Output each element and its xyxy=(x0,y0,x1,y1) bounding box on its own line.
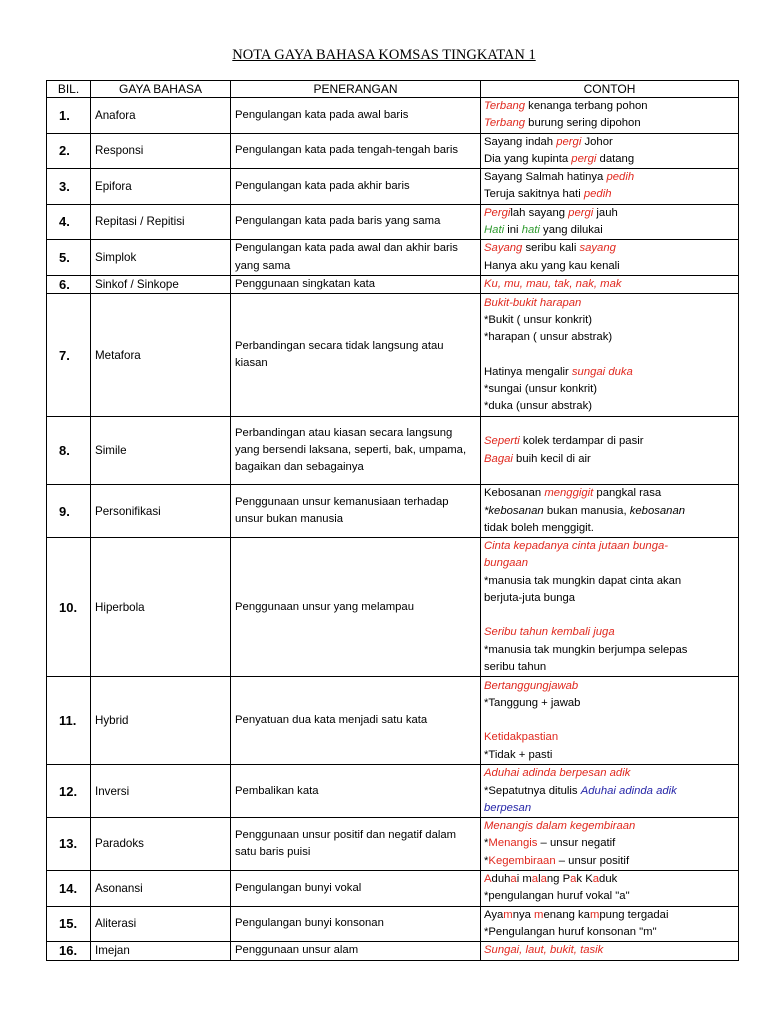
contoh-cell xyxy=(481,871,739,907)
gaya-bahasa-cell: Paradoks xyxy=(91,818,231,871)
contoh-text: *Bukit ( unsur konkrit) xyxy=(484,314,592,327)
highlight-text: Seribu tahun kembali juga xyxy=(484,626,615,639)
row-number: 16. xyxy=(47,942,91,960)
highlight-text: sayang xyxy=(579,242,616,255)
penerangan-cell: Penggunaan unsur alam xyxy=(231,942,481,960)
contoh-text: – unsur positif xyxy=(555,854,630,867)
table-row xyxy=(47,765,739,818)
penerangan-cell: Penggunaan unsur kemanusiaan terhadap unsur bukan manusia xyxy=(231,485,481,538)
contoh-text: k K xyxy=(576,873,593,886)
contoh-cell xyxy=(481,169,739,205)
highlight-text: Ketidakpastian xyxy=(484,731,559,744)
contoh-text: bukan manusia, xyxy=(543,504,630,517)
row-number: 12. xyxy=(47,765,91,818)
contoh-text: *harapan ( unsur abstrak) xyxy=(484,331,613,344)
contoh-text: Hanya aku yang kau kenali xyxy=(484,259,620,272)
contoh-cell xyxy=(481,765,739,818)
highlight-text: pergi xyxy=(568,206,594,219)
contoh-text: *manusia tak mungkin berjumpa selepas xyxy=(484,643,688,656)
table-row xyxy=(47,818,739,871)
highlight-text: a xyxy=(540,873,547,886)
contoh-text: * xyxy=(484,837,489,850)
penerangan-cell: Pengulangan kata pada awal dan akhir baris yang sama xyxy=(231,240,481,276)
contoh-text: kenanga terbang pohon xyxy=(525,100,648,112)
row-number: 1. xyxy=(47,98,91,134)
table-row xyxy=(47,485,739,538)
highlight-text: Bukit-bukit harapan xyxy=(484,296,582,309)
contoh-text: * xyxy=(484,854,489,867)
penerangan-cell: Perbandingan secara tidak langsung atau kiasan xyxy=(231,294,481,417)
gaya-bahasa-cell: Repitasi / Repitisi xyxy=(91,204,231,240)
gaya-bahasa-cell: Simplok xyxy=(91,240,231,276)
header-bil: BIL. xyxy=(47,81,91,98)
contoh-cell xyxy=(481,204,739,240)
contoh-text: *Tidak + pasti xyxy=(484,748,553,761)
contoh-text: ng P xyxy=(546,873,571,886)
penerangan-cell: Pengulangan kata pada akhir baris xyxy=(231,169,481,205)
highlight-text: Ku, mu, mau, tak, nak, mak xyxy=(484,277,622,290)
contoh-cell xyxy=(481,294,739,417)
contoh-text: *sungai (unsur konkrit) xyxy=(484,383,598,396)
contoh-text: Hatinya mengalir xyxy=(484,365,572,378)
contoh-text: Dia yang kupinta xyxy=(484,152,572,165)
highlight-text: pedih xyxy=(583,188,612,201)
gaya-bahasa-cell: Aliterasi xyxy=(91,906,231,942)
highlight-text: menggigit xyxy=(544,487,594,500)
penerangan-cell: Pengulangan kata pada tengah-tengah baris xyxy=(231,133,481,169)
highlight-text: Aduhai adinda berpesan adik xyxy=(484,767,631,780)
contoh-text: seribu kali xyxy=(522,242,580,255)
row-number: 5. xyxy=(47,240,91,276)
contoh-text: pangkal rasa xyxy=(593,487,662,500)
highlight-text: bungaan xyxy=(484,557,528,570)
contoh-text: jauh xyxy=(593,206,618,219)
contoh-text: *manusia tak mungkin dapat cinta akan xyxy=(484,574,682,587)
penerangan-cell: Pengulangan bunyi vokal xyxy=(231,871,481,907)
highlight-text: Sungai, laut, bukit, tasik xyxy=(484,944,604,957)
gaya-bahasa-cell: Inversi xyxy=(91,765,231,818)
contoh-text: l xyxy=(538,873,541,886)
gaya-bahasa-cell: Asonansi xyxy=(91,871,231,907)
table-row xyxy=(47,275,739,293)
row-number: 7. xyxy=(47,294,91,417)
highlight-text: hati xyxy=(521,224,540,237)
contoh-cell xyxy=(481,906,739,942)
highlight-text: a xyxy=(570,873,577,886)
highlight-text: berpesan xyxy=(484,801,532,814)
row-number: 13. xyxy=(47,818,91,871)
row-number: 10. xyxy=(47,538,91,677)
highlight-text: Bagai xyxy=(484,452,513,465)
contoh-text: tidak boleh menggigit. xyxy=(484,521,594,534)
gaya-bahasa-cell: Hiperbola xyxy=(91,538,231,677)
row-number: 8. xyxy=(47,417,91,485)
highlight-text: Kegembiraan xyxy=(488,854,556,867)
contoh-cell xyxy=(481,485,739,538)
header-gaya-bahasa: GAYA BAHASA xyxy=(91,81,231,98)
highlight-text: Seperti xyxy=(484,435,520,448)
highlight-text: Menangis xyxy=(488,837,538,850)
contoh-text: *duka (unsur abstrak) xyxy=(484,400,592,413)
gaya-bahasa-cell: Simile xyxy=(91,417,231,485)
italic-text: kebosanan xyxy=(629,504,686,517)
contoh-text: i m xyxy=(516,873,532,886)
contoh-text: kolek terdampar di pasir xyxy=(519,435,644,448)
table-row xyxy=(47,98,739,134)
table-row xyxy=(47,169,739,205)
highlight-text: a xyxy=(531,873,539,886)
contoh-text: Teruja sakitnya hati xyxy=(484,188,584,201)
contoh-text: enang ka xyxy=(543,908,590,921)
table-row xyxy=(47,677,739,765)
highlight-text: Bertanggungjawab xyxy=(484,679,579,692)
highlight-text: pergi xyxy=(556,135,582,148)
highlight-text: m xyxy=(589,908,600,921)
penerangan-cell: Pengulangan kata pada awal baris xyxy=(231,98,481,134)
contoh-text: Kebosanan xyxy=(484,487,545,500)
row-number: 6. xyxy=(47,275,91,293)
gaya-bahasa-cell: Personifikasi xyxy=(91,485,231,538)
contoh-text: *Pengulangan huruf konsonan "m" xyxy=(484,925,657,938)
contoh-text: burung sering dipohon xyxy=(525,117,641,130)
contoh-text: ini xyxy=(504,224,522,237)
contoh-cell xyxy=(481,677,739,765)
table-row xyxy=(47,906,739,942)
gaya-bahasa-cell: Hybrid xyxy=(91,677,231,765)
contoh-text: seribu tahun xyxy=(484,660,547,673)
gaya-bahasa-cell: Sinkof / Sinkope xyxy=(91,275,231,293)
highlight-text: Menangis dalam kegembiraan xyxy=(484,820,636,833)
contoh-text: duh xyxy=(491,873,511,886)
contoh-text: buih kecil di air xyxy=(512,452,591,465)
contoh-text: pung tergadai xyxy=(599,908,669,921)
row-number: 14. xyxy=(47,871,91,907)
table-row xyxy=(47,942,739,960)
penerangan-cell: Pengulangan kata pada baris yang sama xyxy=(231,204,481,240)
highlight-text: m xyxy=(503,908,513,921)
row-number: 3. xyxy=(47,169,91,205)
penerangan-cell: Pengulangan bunyi konsonan xyxy=(231,906,481,942)
penerangan-cell: Penggunaan unsur yang melampau xyxy=(231,538,481,677)
contoh-text: – unsur negatif xyxy=(537,837,616,850)
contoh-text: Sayang Salmah hatinya xyxy=(484,171,607,184)
contoh-cell xyxy=(481,818,739,871)
contoh-text: *Tanggung + jawab xyxy=(484,696,581,709)
gaya-bahasa-cell: Epifora xyxy=(91,169,231,205)
contoh-text: lah sayang xyxy=(510,206,569,219)
table-row xyxy=(47,417,739,485)
highlight-text: sungai duka xyxy=(571,365,633,378)
highlight-text: Terbang xyxy=(484,117,526,130)
contoh-cell xyxy=(481,417,739,485)
highlight-text: Cinta kepadanya cinta jutaan bunga- xyxy=(484,540,669,553)
contoh-text: duk xyxy=(599,873,618,886)
table-row xyxy=(47,240,739,276)
header-penerangan: PENERANGAN xyxy=(231,81,481,98)
highlight-text: m xyxy=(534,908,544,921)
highlight-text: A xyxy=(484,873,492,886)
page-title: NOTA GAYA BAHASA KOMSAS TINGKATAN 1 xyxy=(232,47,536,63)
gaya-bahasa-cell: Metafora xyxy=(91,294,231,417)
table-row xyxy=(47,133,739,169)
highlight-text: Aduhai adinda adik xyxy=(580,784,677,797)
gaya-bahasa-cell: Imejan xyxy=(91,942,231,960)
contoh-cell xyxy=(481,98,739,134)
row-number: 2. xyxy=(47,133,91,169)
gaya-bahasa-cell: Anafora xyxy=(91,98,231,134)
table-row xyxy=(47,538,739,677)
highlight-text: a xyxy=(510,873,517,886)
table-header-row xyxy=(47,81,739,98)
contoh-text: Johor xyxy=(581,135,613,148)
penerangan-cell: Perbandingan atau kiasan secara langsung yang bersendi laksana, seperti, bak, umpama, bagaikan dan sebagainya xyxy=(231,417,481,485)
penerangan-cell: Penggunaan unsur positif dan negatif dalam satu baris puisi xyxy=(231,818,481,871)
highlight-text: pergi xyxy=(571,152,597,165)
highlight-text: Sayang xyxy=(484,242,523,255)
highlight-text: Hati xyxy=(484,224,505,237)
contoh-text: *Sepatutnya ditulis xyxy=(484,784,581,797)
row-number: 11. xyxy=(47,677,91,765)
penerangan-cell: Penyatuan dua kata menjadi satu kata xyxy=(231,677,481,765)
contoh-text: yang dilukai xyxy=(539,224,603,237)
contoh-cell xyxy=(481,538,739,677)
contoh-text: Aya xyxy=(484,908,504,921)
contoh-text: *pengulangan huruf vokal "a" xyxy=(484,890,630,903)
gaya-bahasa-cell: Responsi xyxy=(91,133,231,169)
penerangan-cell: Pembalikan kata xyxy=(231,765,481,818)
contoh-cell xyxy=(481,133,739,169)
contoh-cell xyxy=(481,275,739,293)
table-row xyxy=(47,871,739,907)
table-row xyxy=(47,294,739,417)
row-number: 9. xyxy=(47,485,91,538)
contoh-text: Sayang indah xyxy=(484,135,557,148)
gaya-bahasa-table xyxy=(46,80,739,961)
contoh-text: nya xyxy=(512,908,535,921)
row-number: 4. xyxy=(47,204,91,240)
contoh-text: datang xyxy=(596,152,635,165)
contoh-text: berjuta-juta bunga xyxy=(484,592,576,605)
header-contoh: CONTOH xyxy=(481,81,739,98)
contoh-cell xyxy=(481,240,739,276)
highlight-text: Pergi xyxy=(484,206,511,219)
italic-text: *kebosanan xyxy=(484,504,544,517)
table-row xyxy=(47,204,739,240)
row-number: 15. xyxy=(47,906,91,942)
contoh-cell xyxy=(481,942,739,960)
highlight-text: pedih xyxy=(606,171,635,184)
highlight-text: Terbang xyxy=(484,100,526,112)
penerangan-cell: Penggunaan singkatan kata xyxy=(231,275,481,293)
highlight-text: a xyxy=(592,873,600,886)
